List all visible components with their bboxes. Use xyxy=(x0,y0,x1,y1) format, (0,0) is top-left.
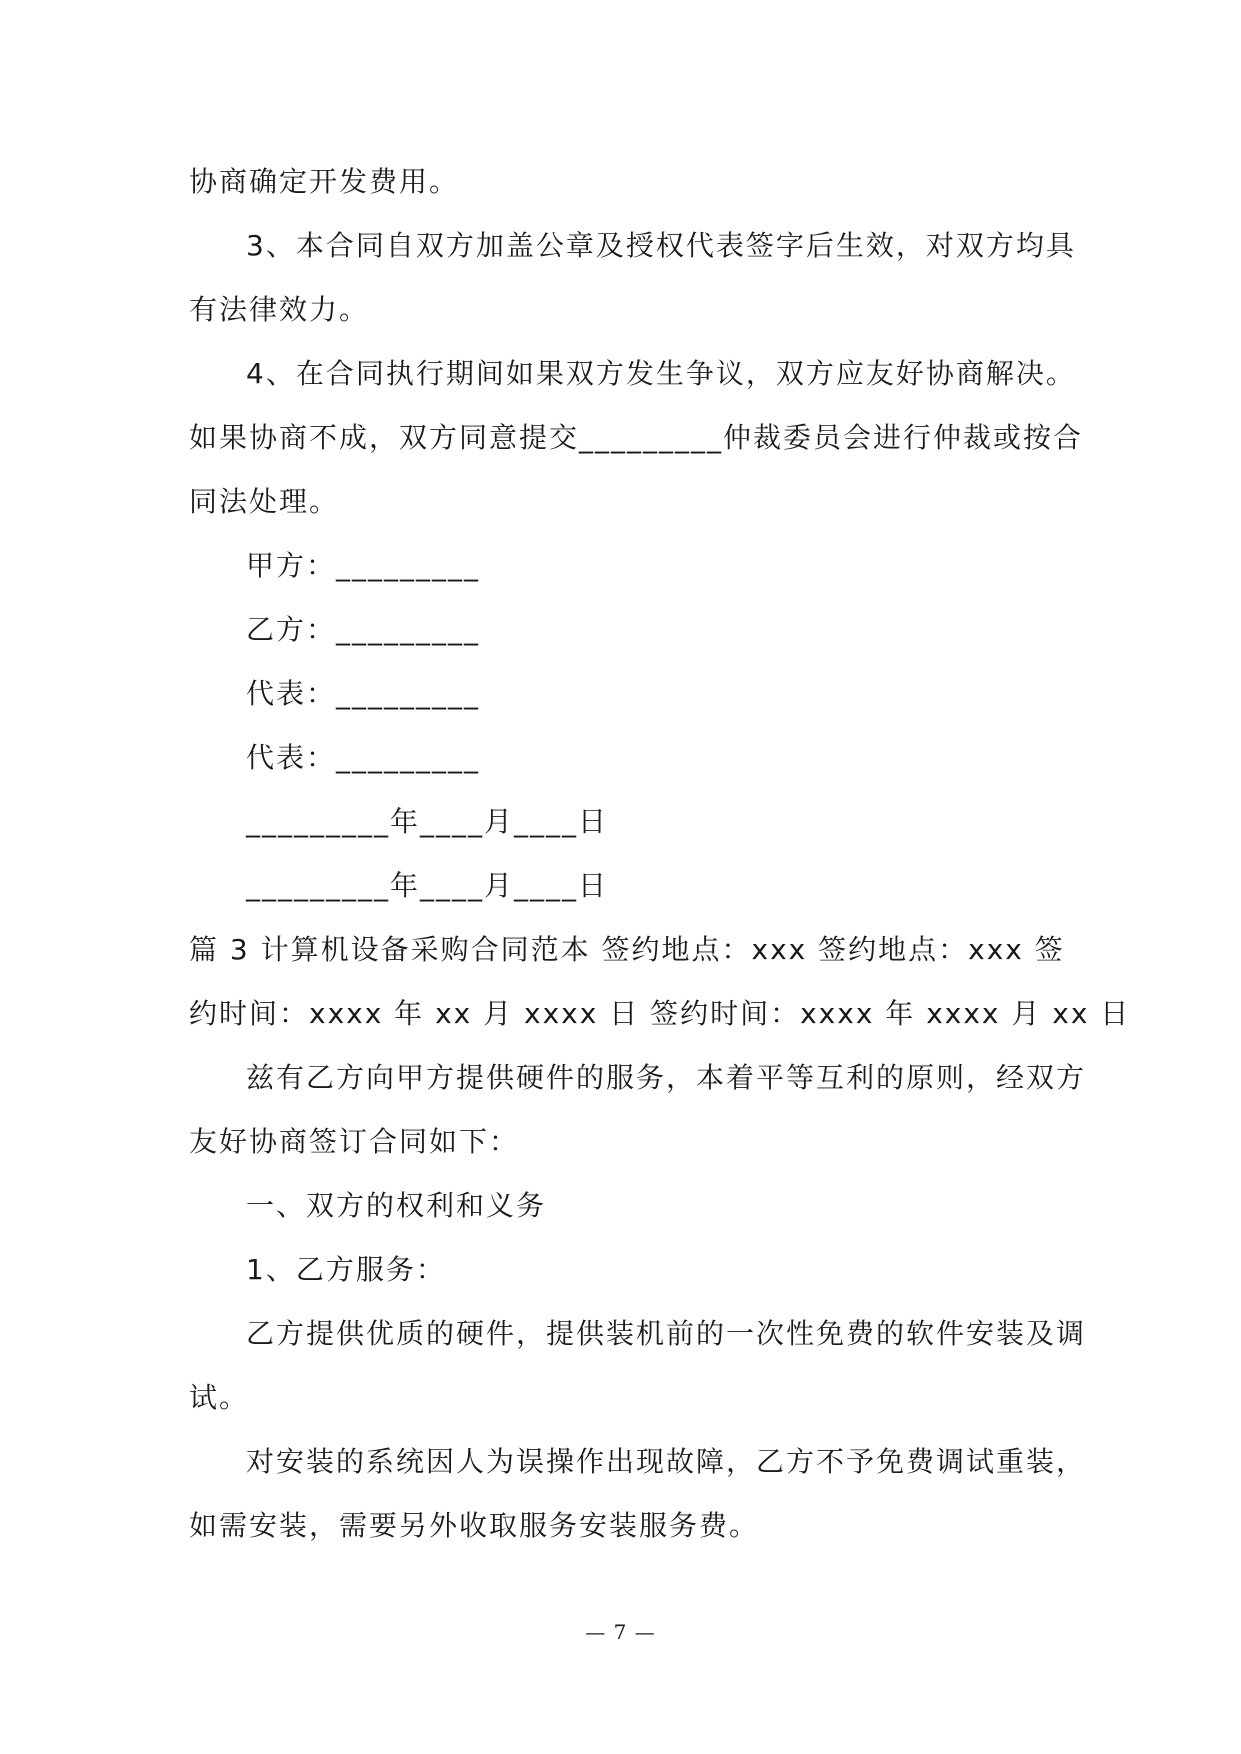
page-number: — 7 — xyxy=(585,1620,656,1644)
paragraph-line: 3、本合同自双方加盖公章及授权代表签字后生效，对双方均具 xyxy=(246,229,1076,262)
signature-party-a: 甲方：_________ xyxy=(246,549,481,582)
clause-heading: 一、双方的权利和义务 xyxy=(246,1189,547,1222)
signature-representative: 代表：_________ xyxy=(246,677,481,710)
paragraph-line: 试。 xyxy=(189,1381,250,1414)
paragraph-line: 如果协商不成，双方同意提交_________仲裁委员会进行仲裁或按合 xyxy=(189,421,1084,454)
paragraph-line: 同法处理。 xyxy=(189,485,340,518)
paragraph-line: 乙方提供优质的硬件，提供装机前的一次性免费的软件安装及调 xyxy=(246,1317,1087,1350)
paragraph-line: 有法律效力。 xyxy=(189,293,370,326)
paragraph-line: 友好协商签订合同如下： xyxy=(189,1125,520,1158)
section-heading-line: 篇 3 计算机设备采购合同范本 签约地点：xxx 签约地点：xxx 签 xyxy=(189,933,1065,966)
clause-subheading: 1、乙方服务： xyxy=(246,1253,446,1286)
paragraph-line: 如需安装，需要另外收取服务安装服务费。 xyxy=(189,1509,760,1542)
paragraph-line: 协商确定开发费用。 xyxy=(189,165,460,198)
signature-party-b: 乙方：_________ xyxy=(246,613,481,646)
paragraph-line: 4、在合同执行期间如果双方发生争议，双方应友好协商解决。 xyxy=(246,357,1076,390)
paragraph-line: 兹有乙方向甲方提供硬件的服务，本着平等互利的原则，经双方 xyxy=(246,1061,1087,1094)
paragraph-line: 对安装的系统因人为误操作出现故障，乙方不予免费调试重装， xyxy=(246,1445,1087,1478)
signature-date: _________年____月____日 xyxy=(246,805,609,838)
signature-representative: 代表：_________ xyxy=(246,741,481,774)
signature-date: _________年____月____日 xyxy=(246,869,609,902)
paragraph-line: 约时间：xxxx 年 xx 月 xxxx 日 签约时间：xxxx 年 xxxx 月 xx 日 xyxy=(189,997,1131,1030)
